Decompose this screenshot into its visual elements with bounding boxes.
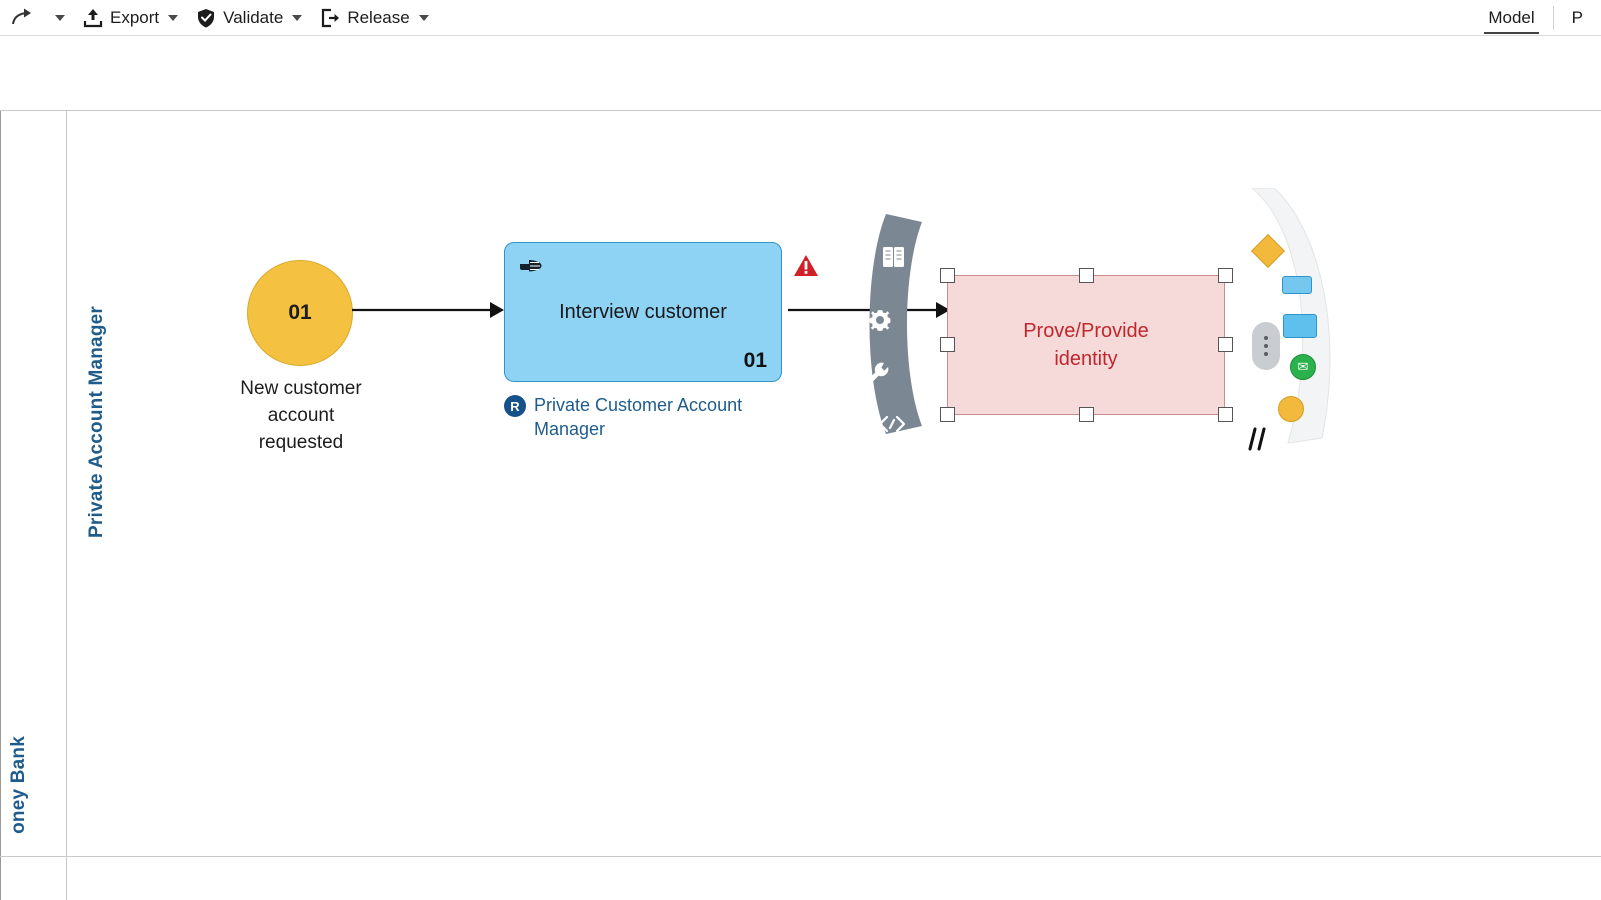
resize-handle-n[interactable]	[1079, 268, 1094, 283]
parallel-icon[interactable]	[1248, 426, 1278, 452]
chevron-down-icon[interactable]	[419, 15, 429, 21]
subprocess-icon[interactable]	[1282, 276, 1312, 294]
chevron-down-icon	[55, 15, 65, 21]
lane-top-border	[0, 110, 1601, 111]
pool-left-border	[0, 110, 1, 900]
start-event-number: 01	[288, 301, 312, 324]
tab-model[interactable]	[1470, 0, 1552, 36]
documentation-icon[interactable]	[880, 244, 908, 270]
export-button[interactable]	[74, 2, 187, 34]
context-palette-left[interactable]	[856, 214, 936, 434]
export-label: Export	[110, 7, 160, 27]
redo-dropdown[interactable]	[44, 2, 74, 34]
task-prove-provide-identity[interactable]	[947, 275, 1225, 415]
wrench-icon[interactable]	[864, 360, 892, 388]
code-icon[interactable]	[878, 412, 906, 436]
resize-handle-s[interactable]	[1079, 407, 1094, 422]
task-title: Interview customer	[559, 301, 727, 323]
chevron-down-icon[interactable]	[292, 15, 302, 21]
start-event[interactable]	[247, 260, 353, 366]
release-button[interactable]	[311, 2, 437, 34]
export-icon	[83, 8, 103, 28]
redo-icon	[9, 8, 35, 28]
validate-label: Validate	[223, 7, 284, 27]
lane-bottom-border	[0, 856, 1601, 857]
toolbar-right-tabs	[1470, 0, 1601, 36]
resize-handle-nw[interactable]	[940, 268, 955, 283]
resource-badge: R	[504, 395, 526, 417]
task-icon[interactable]	[1283, 314, 1317, 338]
task-interview-customer[interactable]	[504, 242, 782, 382]
task-resource[interactable]	[504, 393, 804, 442]
more-options-icon[interactable]	[1252, 322, 1280, 370]
sequence-flow-1[interactable]	[352, 298, 507, 322]
validate-button[interactable]	[187, 2, 311, 34]
task-number: 01	[743, 349, 767, 372]
tab-p[interactable]	[1554, 0, 1601, 36]
release-icon	[320, 8, 340, 28]
start-event-label: New customer account requested	[240, 378, 362, 453]
tab-model-label: Model	[1488, 8, 1535, 27]
warning-icon[interactable]	[793, 254, 819, 278]
release-label: Release	[347, 7, 410, 27]
resize-handle-sw[interactable]	[940, 407, 955, 422]
pool-name-label: oney Bank	[8, 736, 29, 834]
gear-icon[interactable]	[866, 306, 894, 334]
manual-task-hand-icon	[517, 253, 545, 279]
selected-task-title: Prove/Provide identity	[1023, 320, 1149, 370]
resize-handle-w[interactable]	[940, 337, 955, 352]
tab-p-label: P	[1571, 8, 1583, 27]
diagram-canvas[interactable]	[0, 36, 1601, 900]
event-icon[interactable]	[1278, 396, 1304, 422]
redo-button[interactable]	[0, 2, 44, 34]
lane-header-divider	[66, 110, 67, 900]
toolbar	[0, 0, 1601, 36]
chevron-down-icon[interactable]	[168, 15, 178, 21]
message-event-icon[interactable]: ✉	[1290, 354, 1316, 380]
resource-label: Private Customer Account Manager	[534, 395, 743, 440]
toolbar-left-group	[0, 0, 438, 36]
shield-icon	[196, 8, 216, 28]
lane-name-label: Private Account Manager	[86, 306, 107, 538]
